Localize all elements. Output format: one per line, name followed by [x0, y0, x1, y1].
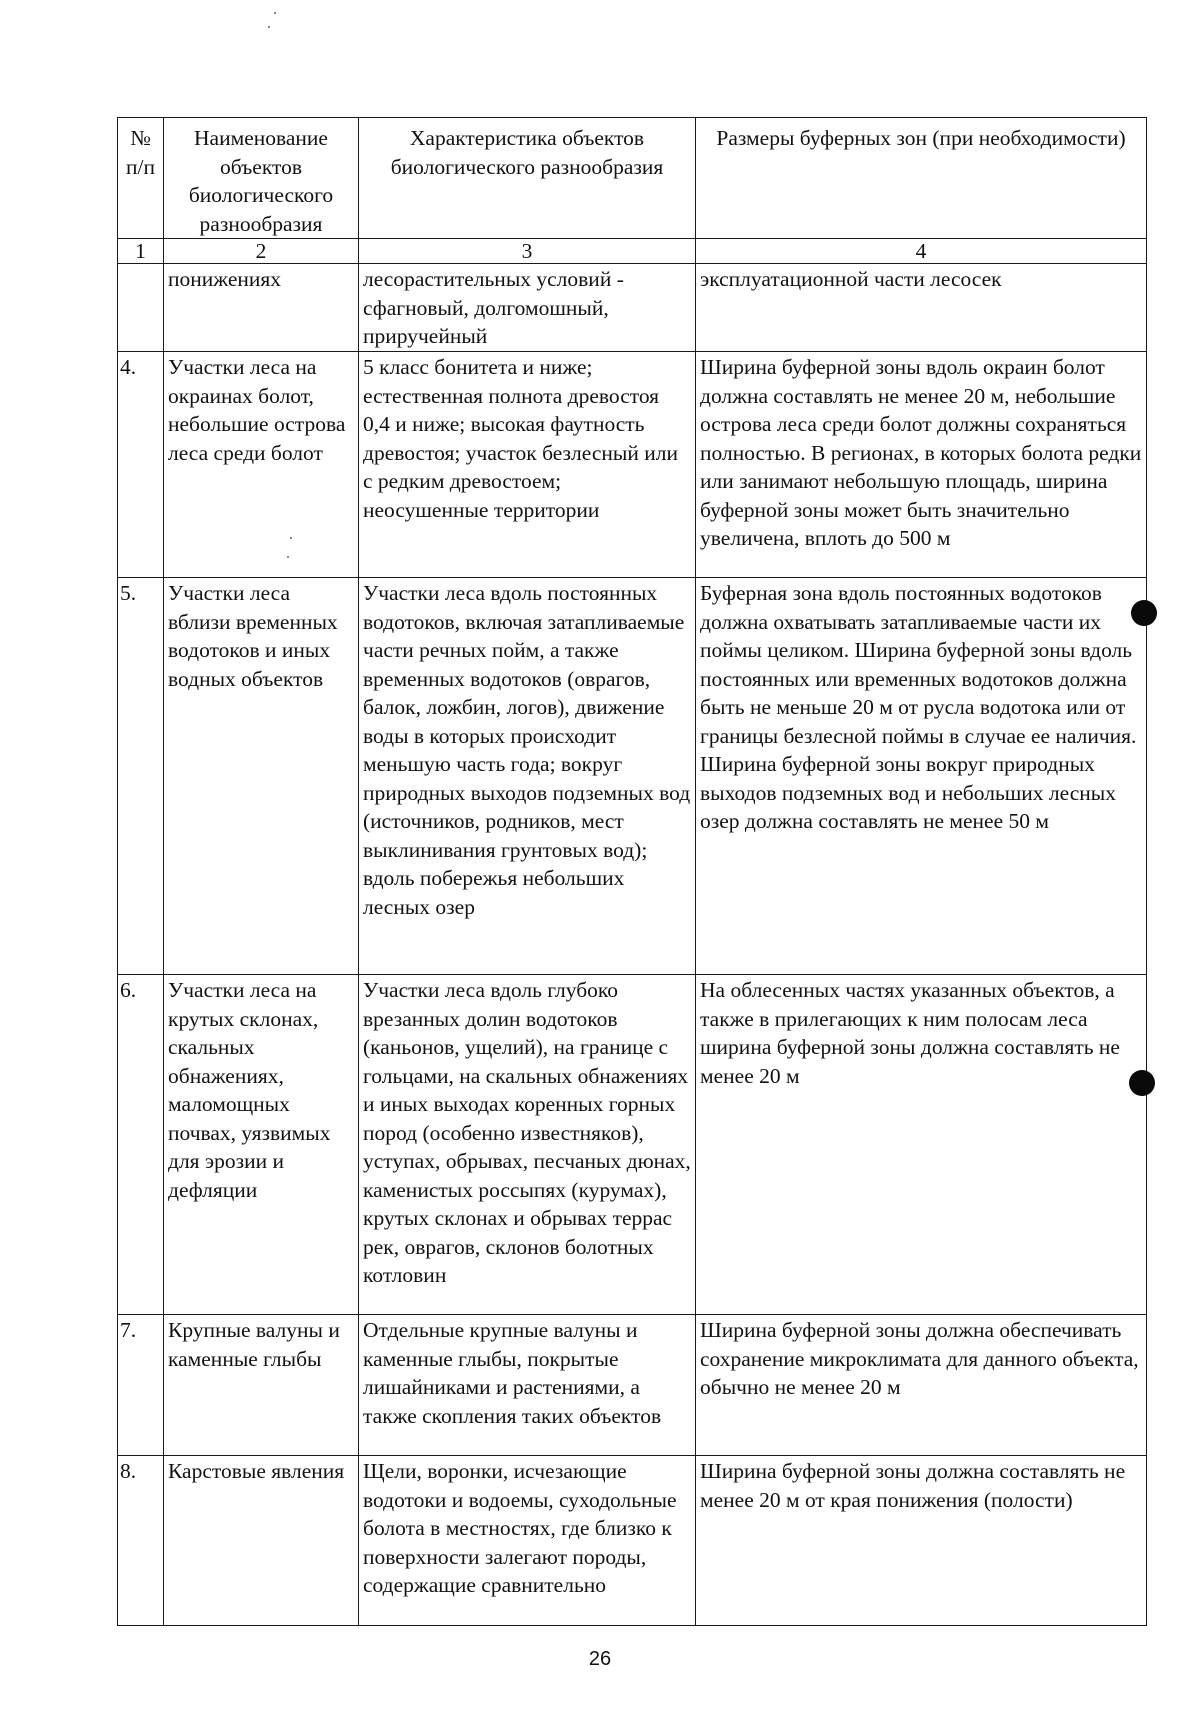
table-header-row — [118, 118, 1147, 239]
binding-hole-mark — [1129, 1070, 1155, 1096]
object-characteristic: Участки леса вдоль глубоко врезанных долин водотоков (каньонов, ущелий), на границе с гольцами, на скальных обнажениях и иных выходах коренных горных пород (особенно известняков), уступах, обрывах, песчаных дюнах, каменистых россыпях (курумах), крутых склонах и обрывах террас рек, оврагов, склонов болотных котловин — [359, 975, 696, 1315]
object-name: понижениях — [164, 264, 359, 352]
column-number-row — [118, 239, 1147, 264]
row-number: 5. — [118, 578, 164, 975]
buffer-zone-size: Ширина буферной зоны должна составлять не менее 20 м от края понижения (полости) — [696, 1456, 1147, 1626]
header-characteristic: Характеристика объектов биологического разнообразия — [359, 118, 696, 239]
object-characteristic: Щели, воронки, исчезающие водотоки и водоемы, суходольные болота в местностях, где близко к поверхности залегают породы, содержащие сравнительно — [359, 1456, 696, 1626]
table-row — [118, 1456, 1147, 1626]
table-row — [118, 352, 1147, 578]
scan-speck — [287, 556, 289, 558]
object-name: Карстовые явления — [164, 1456, 359, 1626]
column-number: 4 — [696, 239, 1147, 264]
object-name: Участки леса на крутых склонах, скальных обнажениях, маломощных почвах, уязвимых для эрозии и дефляции — [164, 975, 359, 1315]
buffer-zone-size: эксплуатационной части лесосек — [696, 264, 1147, 352]
table-row — [118, 975, 1147, 1315]
header-object-name: Наименование объектов биологического разнообразия — [164, 118, 359, 239]
object-characteristic: 5 класс бонитета и ниже; естественная полнота древостоя 0,4 и ниже; высокая фаутность древостоя; участок безлесный или с редким древостоем; неосушенные территории — [359, 352, 696, 578]
binding-hole-mark — [1131, 600, 1157, 626]
header-number: № п/п — [118, 118, 164, 239]
buffer-zone-size: Ширина буферной зоны должна обеспечивать сохранение микроклимата для данного объекта, обычно не менее 20 м — [696, 1315, 1147, 1456]
table-row — [118, 1315, 1147, 1456]
table-row — [118, 578, 1147, 975]
scan-speck — [290, 537, 292, 539]
header-buffer-size: Размеры буферных зон (при необходимости) — [696, 118, 1147, 239]
row-number: 6. — [118, 975, 164, 1315]
object-name: Крупные валуны и каменные глыбы — [164, 1315, 359, 1456]
row-number: 4. — [118, 352, 164, 578]
column-number: 2 — [164, 239, 359, 264]
page-number: 26 — [588, 1648, 612, 1670]
row-number — [118, 264, 164, 352]
column-number: 3 — [359, 239, 696, 264]
buffer-zone-size: Буферная зона вдоль постоянных водотоков должна охватывать затапливаемые части их поймы целиком. Ширина буферной зоны вдоль постоянных или временных водотоков должна быть не меньше 20 м от русла водотока или от границы безлесной поймы в случае ее наличия. Ширина буферной зоны вокруг природных выходов подземных вод и небольших лесных озер должна составлять не менее 50 м — [696, 578, 1147, 975]
row-number: 8. — [118, 1456, 164, 1626]
buffer-zone-size: Ширина буферной зоны вдоль окраин болот должна составлять не менее 20 м, небольшие острова леса среди болот должны сохраняться полностью. В регионах, в которых болота редки или занимают небольшую площадь, ширина буферной зоны может быть значительно увеличена, вплоть до 500 м — [696, 352, 1147, 578]
object-name: Участки леса на окраинах болот, небольшие острова леса среди болот — [164, 352, 359, 578]
object-name: Участки леса вблизи временных водотоков и иных водных объектов — [164, 578, 359, 975]
object-characteristic: Участки леса вдоль постоянных водотоков, включая затапливаемые части речных пойм, а также временных водотоков (оврагов, балок, ложбин, логов), движение воды в которых происходит меньшую часть года; вокруг природных выходов подземных вод (источников, родников, мест выклинивания грунтовых вод); вдоль побережья небольших лесных озер — [359, 578, 696, 975]
buffer-zones-table — [117, 117, 1147, 1626]
column-number: 1 — [118, 239, 164, 264]
object-characteristic: Отдельные крупные валуны и каменные глыбы, покрытые лишайниками и растениями, а также скопления таких объектов — [359, 1315, 696, 1456]
object-characteristic: лесорастительных условий - сфагновый, долгомошный, приручейный — [359, 264, 696, 352]
buffer-zone-size: На облесенных частях указанных объектов, а также в прилегающих к ним полосам леса ширина буферной зоны должна составлять не менее 20 м — [696, 975, 1147, 1315]
table-row — [118, 264, 1147, 352]
scan-speck — [268, 26, 270, 28]
scan-speck — [274, 12, 276, 14]
row-number: 7. — [118, 1315, 164, 1456]
